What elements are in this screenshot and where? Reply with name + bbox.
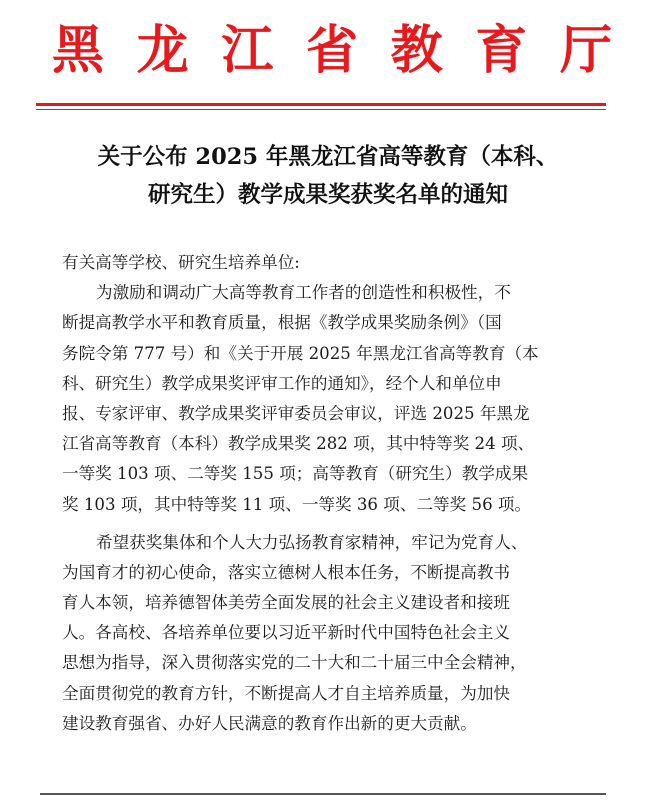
title-line-1: 关于公布 2025 年黑龙江省高等教育（本科、: [97, 144, 559, 170]
paragraph-line: 为激励和调动广大高等教育工作者的创造性和积极性，不: [96, 283, 511, 303]
org-char: 教: [390, 20, 443, 81]
paragraph-line: 报、专家评审、教学成果奖评审委员会审议，评选 2025 年黑龙: [62, 403, 530, 423]
paragraph-2: [62, 528, 602, 739]
paragraph-line: 为国育才的初心使命，落实立德树人根本任务，不断提高教书: [62, 562, 511, 582]
paragraph-line: 务院令第 777 号）和《关于开展 2025 年黑龙江省高等教育（本: [62, 343, 539, 363]
paragraph-spacer: [62, 520, 602, 528]
paragraph-line: 人。各高校、各培养单位要以习近平新时代中国特色社会主义: [62, 623, 511, 643]
paragraph-line: 一等奖 103 项、二等奖 155 项；高等教育（研究生）教学成果: [62, 464, 529, 484]
issuing-organization-header: [52, 18, 612, 84]
paragraph-line: 奖 103 项，其中特等奖 11 项、一等奖 36 项、二等奖 56 项。: [62, 494, 532, 514]
document-body: [62, 248, 602, 739]
org-char: 省: [305, 20, 358, 81]
paragraph-line: 思想为指导，深入贯彻落实党的二十大和二十届三中全会精神，: [62, 653, 527, 673]
paragraph-line: 全面贯彻党的教育方针，不断提高人才自主培养质量，为加快: [62, 683, 511, 703]
document-title: [48, 138, 608, 214]
paragraph-line: 科、研究生）教学成果奖评审工作的通知》，经个人和单位申: [62, 373, 502, 393]
org-char: 黑: [52, 20, 105, 81]
org-char: 江: [221, 20, 274, 81]
header-divider-thick: [36, 103, 606, 106]
salutation: 有关高等学校、研究生培养单位:: [62, 253, 300, 272]
org-char: 育: [475, 20, 528, 81]
header-divider-thin: [36, 109, 606, 110]
org-char: 龙: [136, 20, 189, 81]
title-line-2: 研究生）教学成果奖获奖名单的通知: [147, 182, 508, 208]
paragraph-line: 断提高教学水平和教育质量，根据《教学成果奖励条例》（国: [62, 313, 502, 333]
paragraph-line: 育人本领，培养德智体美劳全面发展的社会主义建设者和接班: [62, 593, 511, 613]
paragraph-line: 建设教育强省、办好人民满意的教育作出新的更大贡献。: [62, 713, 477, 733]
paragraph-1: [62, 278, 602, 520]
footer-divider: [40, 793, 606, 795]
paragraph-line: 江省高等教育（本科）教学成果奖 282 项，其中特等奖 24 项、: [62, 434, 535, 454]
org-char: 厅: [559, 20, 612, 81]
paragraph-line: 希望获奖集体和个人大力弘扬教育家精神，牢记为党育人、: [96, 532, 528, 552]
